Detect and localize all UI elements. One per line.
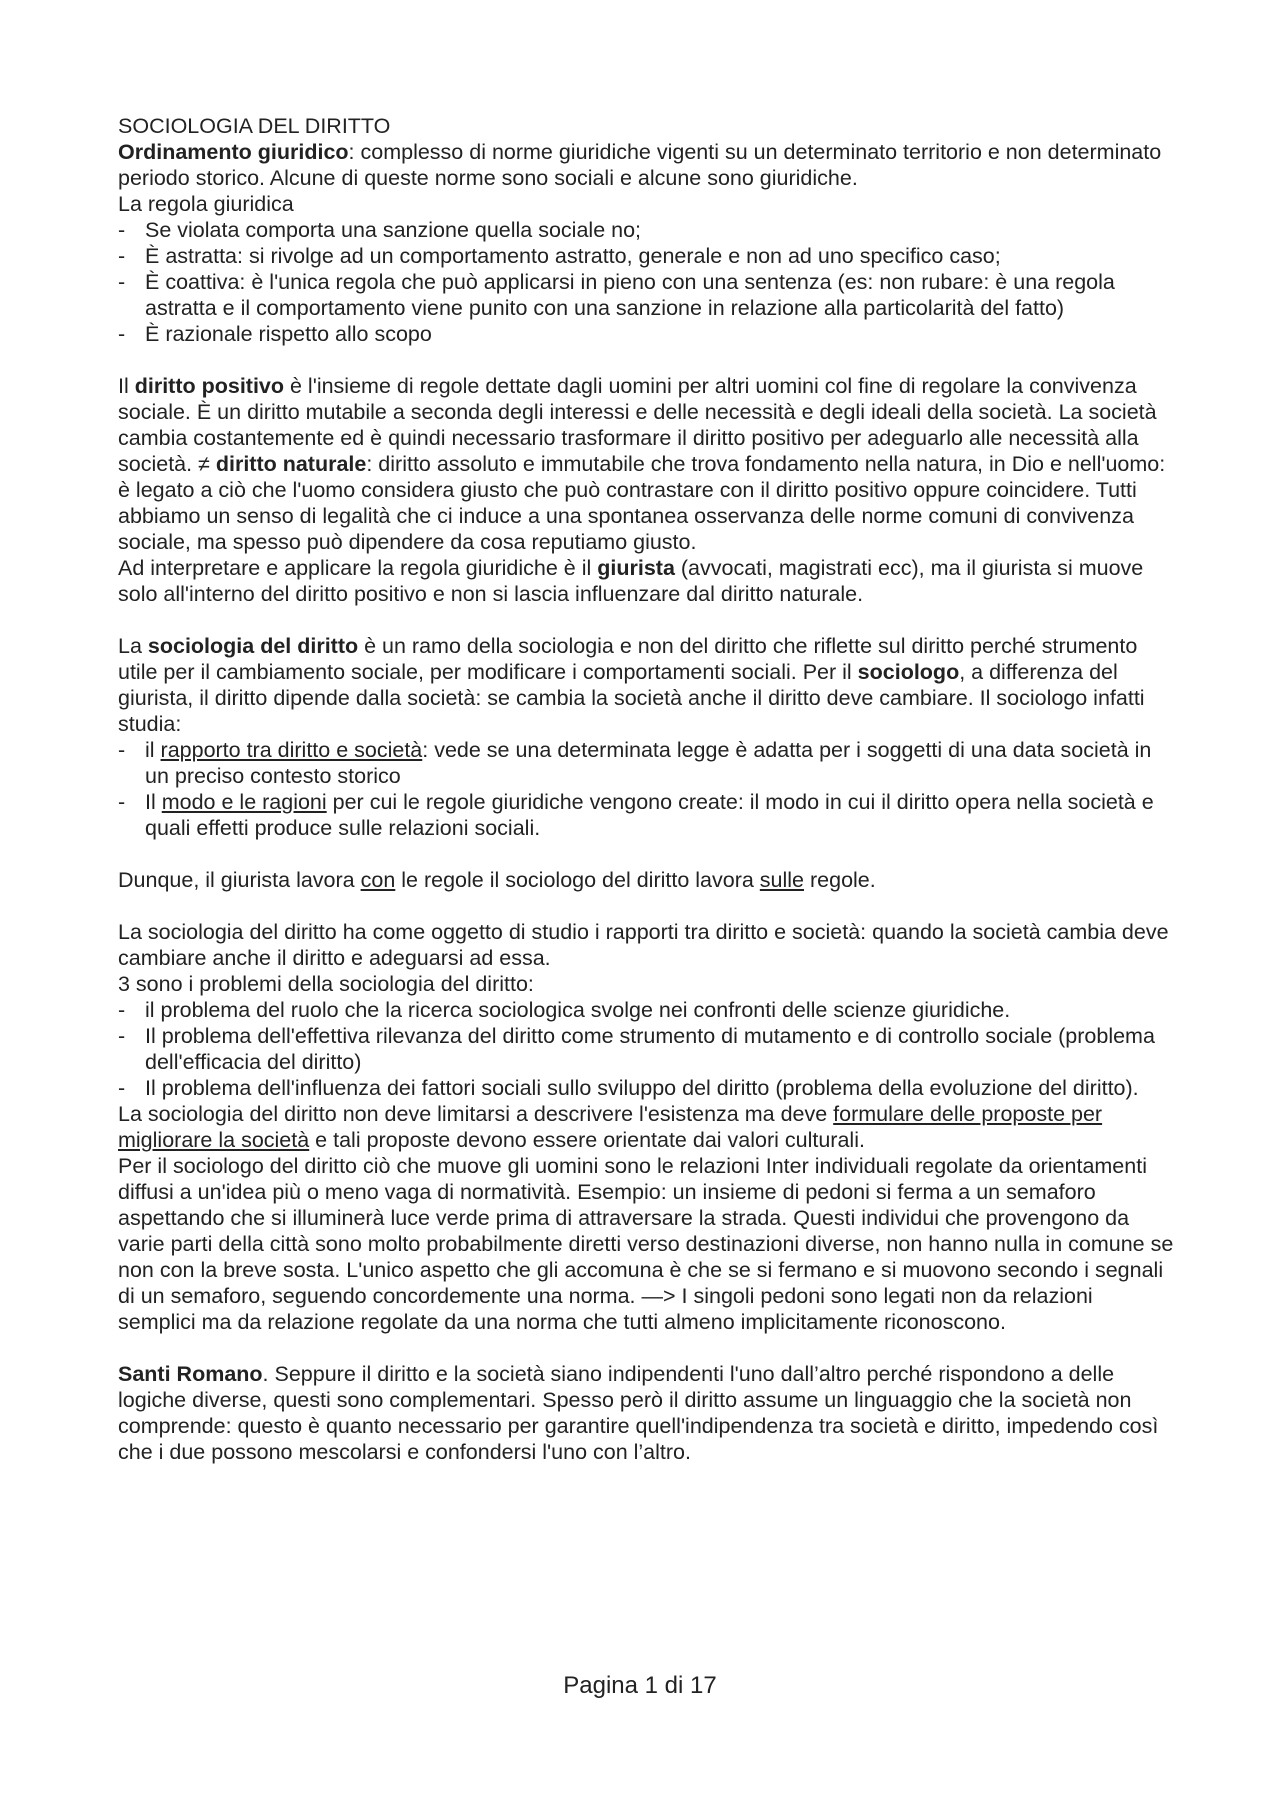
list-item: - Il problema dell'influenza dei fattori sociali sullo sviluppo del diritto (problema della evoluzione del diritto).	[118, 1075, 1176, 1101]
paragraph-sociologia-del-diritto: La sociologia del diritto è un ramo della sociologia e non del diritto che riflette sul diritto perché strumento utile per il cambiamento sociale, per modificare i comportamenti sociali. Per il sociologo, a differenza del giurista, il diritto dipende dalla società: se cambia la società anche il diritto deve cambiare. Il sociologo infatti studia:	[118, 634, 1145, 736]
underlined-rapporto: rapporto tra diritto e società	[160, 738, 423, 762]
list-item: - il problema del ruolo che la ricerca sociologica svolge nei confronti delle scienze giuridiche.	[118, 997, 1176, 1023]
underlined-modo-ragioni: modo e le ragioni	[161, 790, 327, 814]
list-regola-giuridica	[118, 217, 1176, 347]
list-item: - Se violata comporta una sanzione quella sociale no;	[118, 217, 1176, 243]
list-item: - il rapporto tra diritto e società: vede se una determinata legge è adatta per i soggetti di una data società in un preciso contesto storico	[118, 737, 1176, 789]
list-item: - Il problema dell'effettiva rilevanza del diritto come strumento di mutamento e di controllo sociale (problema dell'efficacia del diritto)	[118, 1023, 1176, 1075]
term-diritto-positivo: diritto positivo	[134, 374, 285, 398]
document-page	[118, 113, 1176, 1465]
paragraph-esempio-semaforo: Per il sociologo del diritto ciò che muove gli uomini sono le relazioni Inter individuali regolate da orientamenti diffusi a un'idea più o meno vaga di normatività. Esempio: un insieme di pedoni si ferma a un semaforo aspettando che si illuminerà luce verde prima di attraversare la strada. Questi individui che provengono da varie parti della città sono molto probabilmente diretti verso destinazioni diverse, non hanno nulla in comune se non con la breve sosta. L'unico aspetto che gli accomuna è che se si fermano e si muovono secondo i segnali di un semaforo, seguendo concordemente una norma. —> I singoli pedoni sono legati non da relazioni semplici ma da relazione regolate da una norma che tutti almeno implicitamente riconoscono.	[118, 1154, 1174, 1334]
term-sociologo: sociologo	[857, 660, 960, 684]
list-item: - È astratta: si rivolge ad un comportamento astratto, generale e non ad uno specifico caso;	[118, 243, 1176, 269]
term-sociologia-del-diritto: sociologia del diritto	[147, 634, 359, 658]
underlined-proposte: formulare delle proposte per migliorare la società	[118, 1102, 1103, 1152]
list-sociologo-studia	[118, 737, 1176, 841]
paragraph-ordinamento: Ordinamento giuridico: complesso di norme giuridiche vigenti su un determinato territorio e non determinato periodo storico. Alcune di queste norme sono sociali e alcune sono giuridiche.	[118, 140, 1162, 190]
underlined-con: con	[360, 868, 396, 892]
paragraph-problemi-intro: 3 sono i problemi della sociologia del diritto:	[118, 972, 534, 996]
term-giurista: giurista	[597, 556, 675, 580]
document-title: SOCIOLOGIA DEL DIRITTO	[118, 114, 391, 138]
term-ordinamento-giuridico: Ordinamento giuridico	[118, 140, 349, 164]
paragraph-regola-intro: La regola giuridica	[118, 192, 294, 216]
list-item: - Il modo e le ragioni per cui le regole giuridiche vengono create: il modo in cui il diritto opera nella società e quali effetti produce sulle relazioni sociali.	[118, 789, 1176, 841]
paragraph-giurista: Ad interpretare e applicare la regola giuridiche è il giurista (avvocati, magistrati ecc), ma il giurista si muove solo all'interno del diritto positivo e non si lascia influenzare dal diritto naturale.	[118, 556, 1144, 606]
list-item: - È razionale rispetto allo scopo	[118, 321, 1176, 347]
paragraph-santi-romano: Santi Romano. Seppure il diritto e la società siano indipendenti l'uno dall’altro perché rispondono a delle logiche diverse, questi sono complementari. Spesso però il diritto assume un linguaggio che la società non comprende: questo è quanto necessario per garantire quell'indipendenza tra società e diritto, impedendo così che i due possono mescolarsi e confondersi l'uno con l’altro.	[118, 1362, 1159, 1464]
paragraph-oggetto-studio: La sociologia del diritto ha come oggetto di studio i rapporti tra diritto e società: quando la società cambia deve cambiare anche il diritto e adeguarsi ad essa.	[118, 920, 1169, 970]
term-diritto-naturale: diritto naturale	[215, 452, 367, 476]
term-santi-romano: Santi Romano	[118, 1362, 263, 1386]
list-problemi	[118, 997, 1176, 1101]
paragraph-dunque: Dunque, il giurista lavora con le regole il sociologo del diritto lavora sulle regole.	[118, 868, 876, 892]
underlined-sulle: sulle	[759, 868, 805, 892]
list-item: - È coattiva: è l'unica regola che può applicarsi in pieno con una sentenza (es: non rubare: è una regola astratta e il comportamento viene punito con una sanzione in relazione alla particolarità del fatto)	[118, 269, 1176, 321]
page-number: Pagina 1 di 17	[563, 1672, 717, 1699]
paragraph-diritto-positivo: Il diritto positivo è l'insieme di regole dettate dagli uomini per altri uomini col fine di regolare la convivenza sociale. È un diritto mutabile a seconda degli interessi e delle necessità e degli ideali della società. La società cambia costantemente ed è quindi necessario trasformare il diritto positivo per adeguarlo alle necessità alla società. ≠ diritto naturale: diritto assoluto e immutabile che trova fondamento nella natura, in Dio e nell'uomo: è legato a ciò che l'uomo considera giusto che può contrastare con il diritto positivo oppure coincidere. Tutti abbiamo un senso di legalità che ci induce a una spontanea osservanza delle norme comuni di convivenza sociale, ma spesso può dipendere da cosa reputiamo giusto.	[118, 374, 1166, 554]
paragraph-proposte: La sociologia del diritto non deve limitarsi a descrivere l'esistenza ma deve formulare delle proposte per migliorare la società e tali proposte devono essere orientate dai valori culturali.	[118, 1102, 1103, 1152]
